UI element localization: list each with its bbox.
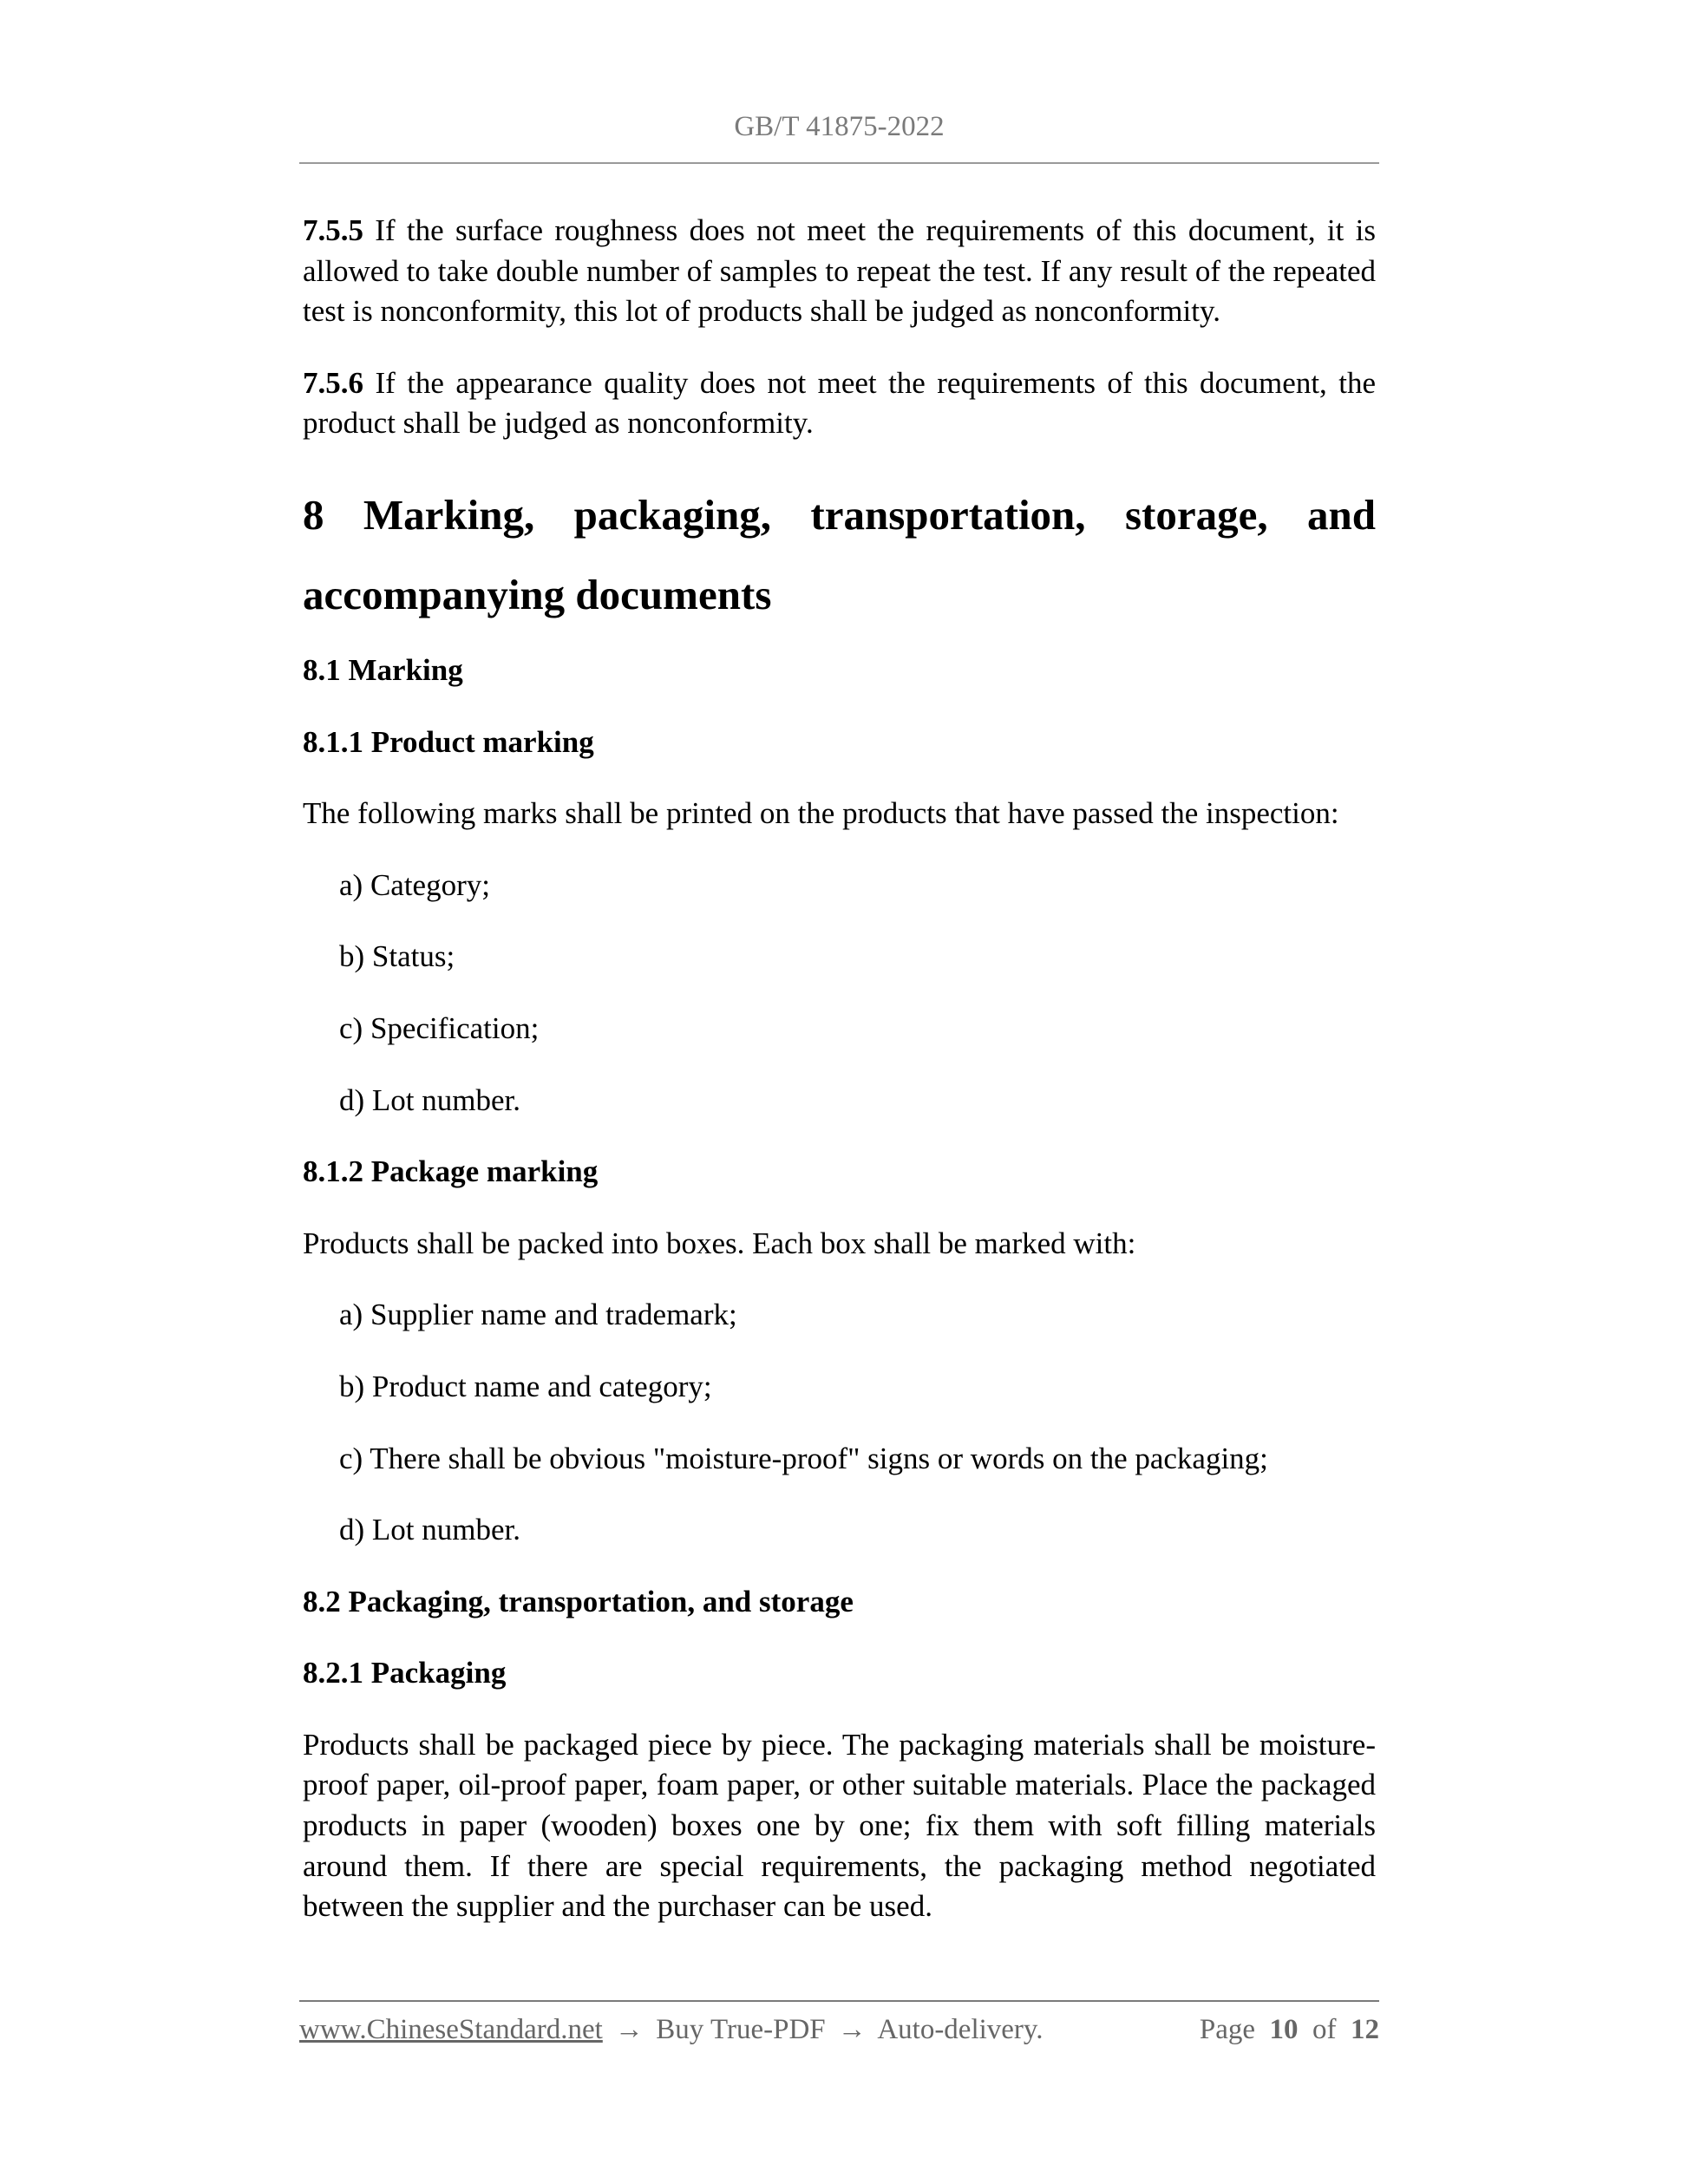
list-item: d) Lot number. xyxy=(339,1082,520,1117)
arrow-right-icon: → xyxy=(837,2014,867,2045)
clause-7-5-5 xyxy=(303,211,1376,332)
clause-text: If the surface roughness does not meet the requirements of this document, it is allowed to take double number of samples to repeat the test. If any result of the repeated test is nonconformity, this lot of products shall be judged as nonconformity. xyxy=(303,213,1376,329)
clause-text: If the appearance quality does not meet the requirements of this document, the product shall be judged as nonconformity. xyxy=(303,365,1376,441)
heading-word: Marking, xyxy=(363,490,535,539)
section-8-1-2-title: 8.1.2 Package marking xyxy=(303,1154,599,1189)
clause-7-5-6 xyxy=(303,363,1376,444)
clause-number: 7.5.5 xyxy=(303,213,363,247)
page-header-doc-code: GB/T 41875-2022 xyxy=(734,111,945,142)
heading-word: storage, xyxy=(1124,490,1268,539)
section-8-1-1-intro: The following marks shall be printed on the products that have passed the inspection: xyxy=(303,796,1339,831)
list-item: b) Status; xyxy=(339,939,455,974)
heading-word: and xyxy=(1306,490,1376,539)
heading-word: packaging, xyxy=(573,490,772,539)
auto-delivery-text: Auto-delivery. xyxy=(877,2014,1044,2045)
page-footer xyxy=(299,2000,1379,2049)
section-8-1-2-intro: Products shall be packed into boxes. Each box shall be marked with: xyxy=(303,1226,1136,1260)
arrow-right-icon: → xyxy=(615,2014,644,2045)
section-8-2-1-title: 8.2.1 Packaging xyxy=(303,1656,507,1690)
list-item: b) Product name and category; xyxy=(339,1369,712,1403)
chapter-8-heading xyxy=(303,475,1376,635)
section-8-1-1-title: 8.1.1 Product marking xyxy=(303,724,594,759)
list-item: c) Specification; xyxy=(339,1010,540,1045)
list-item: d) Lot number. xyxy=(339,1513,520,1547)
header-divider xyxy=(299,162,1379,164)
page-label: Page xyxy=(1199,2014,1255,2045)
chapter-number: 8 xyxy=(303,490,324,539)
chapter-heading-line2: accompanying documents xyxy=(303,570,772,618)
list-item: c) There shall be obvious "moisture-proof" signs or words on the packaging; xyxy=(339,1441,1268,1475)
site-link[interactable]: www.ChineseStandard.net xyxy=(299,2014,603,2045)
list-item: a) Supplier name and trademark; xyxy=(339,1298,737,1332)
of-label: of xyxy=(1312,2014,1337,2045)
section-8-2-title: 8.2 Packaging, transportation, and storage xyxy=(303,1584,854,1618)
section-8-1-title: 8.1 Marking xyxy=(303,652,463,687)
page-indicator xyxy=(1200,2011,1379,2049)
total-pages-number: 12 xyxy=(1351,2014,1379,2045)
list-item: a) Category; xyxy=(339,867,490,902)
heading-word: transportation, xyxy=(810,490,1086,539)
clause-number: 7.5.6 xyxy=(303,365,363,400)
footer-left xyxy=(299,2011,1044,2049)
buy-pdf-text: Buy True-PDF xyxy=(656,2014,826,2045)
current-page-number: 10 xyxy=(1269,2014,1299,2045)
document-body xyxy=(303,211,1376,1958)
section-8-2-1-text: Products shall be packaged piece by piece. The packaging materials shall be moisture-proof paper, oil-proof paper, foam paper, or other suitable materials. Place the packaged products in paper (wooden) boxes one by one; fix them with soft filling materials around them. If there are special requirements, the packaging method negotiated between the supplier and the purchaser can be used. xyxy=(303,1727,1376,1924)
